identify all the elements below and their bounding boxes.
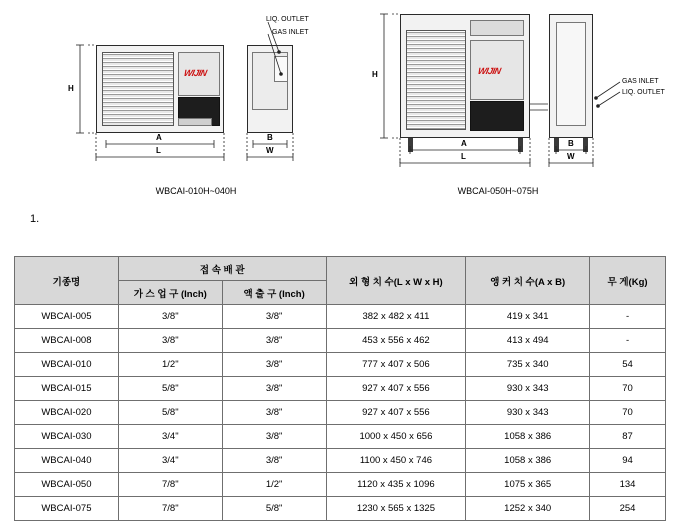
table-row	[15, 329, 666, 353]
left-front-vent-grille	[178, 118, 212, 126]
spec-table-body	[15, 305, 666, 521]
spec-table-head	[15, 257, 666, 305]
cell-weight: 54	[590, 353, 666, 377]
cell-weight: -	[590, 329, 666, 353]
cell-weight: 87	[590, 425, 666, 449]
table-row	[15, 425, 666, 449]
left-side-port-plate	[274, 56, 288, 82]
header-anchor: 앵 커 치 수(A x B)	[466, 257, 590, 305]
cell-dimensions: 382 x 482 x 411	[326, 305, 466, 329]
cell-dimensions: 1100 x 450 x 746	[326, 449, 466, 473]
header-dimensions: 외 형 치 수(L x W x H)	[326, 257, 466, 305]
cell-anchor: 1058 x 386	[466, 449, 590, 473]
cell-gas: 3/8"	[118, 305, 222, 329]
table-row	[15, 401, 666, 425]
cell-model: WBCAI-008	[15, 329, 119, 353]
table-row	[15, 305, 666, 329]
right-front-leg-right	[518, 138, 523, 152]
right-front-leg-left	[408, 138, 413, 152]
left-unit-caption: WBCAI-010H~040H	[155, 186, 237, 196]
right-front-top-panel	[470, 20, 524, 36]
right-front-louver	[406, 30, 466, 130]
cell-gas: 3/4"	[118, 425, 222, 449]
callout-gas-inlet-right: GAS INLET	[622, 78, 659, 85]
table-row	[15, 377, 666, 401]
cell-gas: 5/8"	[118, 401, 222, 425]
cell-model: WBCAI-005	[15, 305, 119, 329]
header-piping: 접 속 배 관	[118, 257, 326, 281]
spec-table	[14, 256, 666, 521]
header-gas-inlet: 가 스 업 구 (Inch)	[118, 281, 222, 305]
cell-liquid: 3/8"	[222, 353, 326, 377]
cell-model: WBCAI-050	[15, 473, 119, 497]
cell-anchor: 930 x 343	[466, 401, 590, 425]
cell-model: WBCAI-010	[15, 353, 119, 377]
left-dim-h: H	[68, 84, 75, 93]
cell-liquid: 5/8"	[222, 497, 326, 521]
cell-anchor: 413 x 494	[466, 329, 590, 353]
cell-liquid: 3/8"	[222, 449, 326, 473]
cell-weight: 134	[590, 473, 666, 497]
right-dim-l: L	[461, 152, 467, 161]
cell-liquid: 3/8"	[222, 401, 326, 425]
spec-table-wrapper	[14, 256, 666, 521]
cell-liquid: 1/2"	[222, 473, 326, 497]
cell-dimensions: 1230 x 565 x 1325	[326, 497, 466, 521]
left-front-brand-logo: WIJIN	[182, 68, 208, 78]
cell-anchor: 1075 x 365	[466, 473, 590, 497]
cell-model: WBCAI-020	[15, 401, 119, 425]
table-row	[15, 449, 666, 473]
right-front-brand-logo: WIJIN	[476, 66, 502, 76]
right-dim-w: W	[567, 152, 576, 161]
cell-anchor: 1058 x 386	[466, 425, 590, 449]
cell-dimensions: 1120 x 435 x 1096	[326, 473, 466, 497]
cell-anchor: 930 x 343	[466, 377, 590, 401]
cell-weight: 94	[590, 449, 666, 473]
cell-anchor: 419 x 341	[466, 305, 590, 329]
header-model: 기종명	[15, 257, 119, 305]
cell-dimensions: 453 x 556 x 462	[326, 329, 466, 353]
table-row	[15, 353, 666, 377]
table-row	[15, 473, 666, 497]
right-side-leg-left	[554, 138, 559, 152]
header-weight: 무 게(Kg)	[590, 257, 666, 305]
cell-gas: 1/2"	[118, 353, 222, 377]
cell-liquid: 3/8"	[222, 329, 326, 353]
cell-model: WBCAI-040	[15, 449, 119, 473]
section-number: 1.	[30, 213, 40, 225]
cell-dimensions: 927 x 407 x 556	[326, 377, 466, 401]
cell-anchor: 735 x 340	[466, 353, 590, 377]
right-dim-h: H	[372, 70, 379, 79]
cell-weight: -	[590, 305, 666, 329]
cell-dimensions: 777 x 407 x 506	[326, 353, 466, 377]
left-dim-l: L	[156, 146, 162, 155]
diagram-area	[0, 0, 680, 205]
cell-weight: 254	[590, 497, 666, 521]
cell-liquid: 3/8"	[222, 425, 326, 449]
left-front-louver	[102, 52, 174, 126]
cell-liquid: 3/8"	[222, 305, 326, 329]
cell-dimensions: 927 x 407 x 556	[326, 401, 466, 425]
callout-gas-inlet-left: GAS INLET	[272, 29, 309, 36]
cell-anchor: 1252 x 340	[466, 497, 590, 521]
table-row	[15, 497, 666, 521]
callout-liq-outlet-left: LIQ. OUTLET	[266, 16, 309, 23]
cell-gas: 5/8"	[118, 377, 222, 401]
right-unit-caption: WBCAI-050H~075H	[457, 186, 539, 196]
right-front-base	[470, 101, 524, 131]
right-dim-b: B	[568, 139, 575, 148]
cell-weight: 70	[590, 401, 666, 425]
cell-gas: 7/8"	[118, 473, 222, 497]
cell-model: WBCAI-030	[15, 425, 119, 449]
header-row-top	[15, 257, 666, 281]
cell-weight: 70	[590, 377, 666, 401]
right-side-inner-frame	[556, 22, 586, 126]
cell-model: WBCAI-015	[15, 377, 119, 401]
right-side-leg-right	[583, 138, 588, 152]
cell-dimensions: 1000 x 450 x 656	[326, 425, 466, 449]
left-dim-w: W	[266, 146, 275, 155]
cell-gas: 7/8"	[118, 497, 222, 521]
left-dim-a: A	[156, 133, 163, 142]
cell-liquid: 3/8"	[222, 377, 326, 401]
cell-model: WBCAI-075	[15, 497, 119, 521]
right-dim-a: A	[461, 139, 468, 148]
cell-gas: 3/8"	[118, 329, 222, 353]
cell-gas: 3/4"	[118, 449, 222, 473]
callout-liq-outlet-right: LIQ. OUTLET	[622, 89, 665, 96]
left-dim-b: B	[267, 133, 274, 142]
header-liquid-outlet: 액 출 구 (Inch)	[222, 281, 326, 305]
